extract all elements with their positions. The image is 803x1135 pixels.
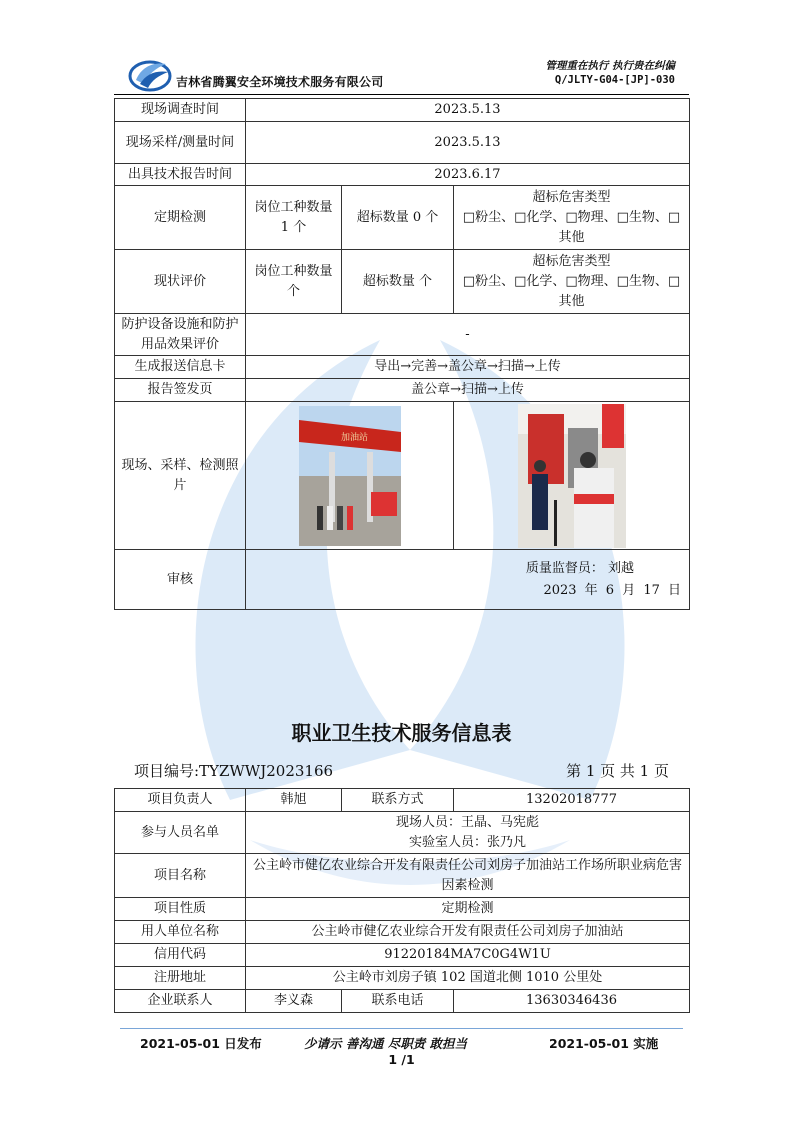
review-label: 审核 bbox=[115, 550, 246, 610]
table-row bbox=[115, 812, 690, 854]
contact-label: 联系方式 bbox=[342, 789, 454, 812]
ent-contact-label: 企业联系人 bbox=[115, 990, 246, 1013]
table-row bbox=[115, 990, 690, 1013]
table-row bbox=[115, 789, 690, 812]
header-motto: 管理重在执行 执行贵在纠偏 bbox=[545, 60, 675, 72]
sign-page-value: 盖公章→扫描→上传 bbox=[246, 379, 690, 402]
table-row bbox=[115, 164, 690, 186]
page-header bbox=[0, 0, 803, 100]
table-row bbox=[115, 967, 690, 990]
table-row bbox=[115, 314, 690, 356]
review-cell bbox=[246, 550, 690, 610]
table-row bbox=[115, 854, 690, 898]
periodic-exceed-count: 超标数量 0 个 bbox=[342, 186, 454, 250]
nature-value: 定期检测 bbox=[246, 898, 690, 921]
current-post-count: 岗位工种数量 个 bbox=[246, 250, 342, 314]
table-row bbox=[115, 250, 690, 314]
address-label: 注册地址 bbox=[115, 967, 246, 990]
report-time-label: 出具技术报告时间 bbox=[115, 164, 246, 186]
contact-value: 13202018777 bbox=[454, 789, 690, 812]
periodic-hazard-options: □粉尘、□化学、□物理、□生物、□其他 bbox=[462, 209, 681, 245]
service-record-table bbox=[114, 98, 690, 610]
info-sheet-table bbox=[114, 788, 690, 1013]
footer-issued: 2021-05-01 日发布 bbox=[140, 1036, 262, 1051]
sampling-time-label: 现场采样/测量时间 bbox=[115, 122, 246, 164]
members-lab: 实验室人员：张乃凡 bbox=[408, 834, 526, 850]
protection-label: 防护设备设施和防护用品效果评价 bbox=[115, 314, 246, 356]
leader-value: 韩旭 bbox=[246, 789, 342, 812]
project-name-value: 公主岭市健亿农业综合开发有限责任公司刘房子加油站工作场所职业病危害因素检测 bbox=[246, 854, 690, 898]
page-info: 第 1 页 共 1 页 bbox=[566, 762, 669, 780]
table-row bbox=[115, 921, 690, 944]
nature-label: 项目性质 bbox=[115, 898, 246, 921]
footer-page-number: 1 /1 bbox=[388, 1052, 415, 1067]
periodic-post-count: 岗位工种数量 1 个 bbox=[246, 186, 342, 250]
sign-page-label: 报告签发页 bbox=[115, 379, 246, 402]
site-photo-gas-station bbox=[299, 406, 401, 546]
employer-label: 用人单位名称 bbox=[115, 921, 246, 944]
info-card-label: 生成报送信息卡 bbox=[115, 356, 246, 379]
members-field: 现场人员：王晶、马宪彪 bbox=[395, 814, 539, 830]
periodic-hazard-title: 超标危害类型 bbox=[532, 189, 611, 205]
photos-label: 现场、采样、检测照片 bbox=[115, 402, 246, 550]
protection-value: - bbox=[246, 314, 690, 356]
review-date: 2023 年 6 月 17 日 bbox=[543, 582, 681, 598]
periodic-label: 定期检测 bbox=[115, 186, 246, 250]
table-row bbox=[115, 402, 690, 550]
current-hazard-cell bbox=[454, 250, 690, 314]
phone-value: 13630346436 bbox=[454, 990, 690, 1013]
survey-time-label: 现场调查时间 bbox=[115, 99, 246, 122]
credit-label: 信用代码 bbox=[115, 944, 246, 967]
phone-label: 联系电话 bbox=[342, 990, 454, 1013]
survey-time-value: 2023.5.13 bbox=[246, 99, 690, 122]
sampling-time-value: 2023.5.13 bbox=[246, 122, 690, 164]
footer-slogan: 少请示 善沟通 尽职责 敢担当 bbox=[304, 1036, 468, 1051]
header-divider bbox=[114, 94, 689, 95]
ent-contact-value: 李义森 bbox=[246, 990, 342, 1013]
site-photo-sampling bbox=[518, 404, 626, 548]
table-row bbox=[115, 898, 690, 921]
project-number: 项目编号:TYZWWJ2023166 bbox=[134, 762, 334, 780]
current-hazard-title: 超标危害类型 bbox=[532, 253, 611, 269]
table-row bbox=[115, 550, 690, 610]
employer-value: 公主岭市健亿农业综合开发有限责任公司刘房子加油站 bbox=[246, 921, 690, 944]
document-number: Q/JLTY-G04-[JP]-030 bbox=[554, 74, 675, 86]
current-exceed-count: 超标数量 个 bbox=[342, 250, 454, 314]
table-row bbox=[115, 379, 690, 402]
members-label: 参与人员名单 bbox=[115, 812, 246, 854]
photo-cell-1 bbox=[246, 402, 454, 550]
photo-cell-2 bbox=[454, 402, 690, 550]
table-row bbox=[115, 186, 690, 250]
footer-effective: 2021-05-01 实施 bbox=[549, 1036, 659, 1051]
table-row bbox=[115, 122, 690, 164]
gas-station-sign-text: 加油站 bbox=[340, 432, 368, 443]
report-time-value: 2023.6.17 bbox=[246, 164, 690, 186]
page-title: 职业卫生技术服务信息表 bbox=[291, 721, 512, 745]
table-row bbox=[115, 356, 690, 379]
credit-value: 91220184MA7C0G4W1U bbox=[246, 944, 690, 967]
project-name-label: 项目名称 bbox=[115, 854, 246, 898]
company-name: 吉林省腾翼安全环境技术服务有限公司 bbox=[176, 75, 384, 89]
company-logo-icon bbox=[128, 56, 172, 92]
leader-label: 项目负责人 bbox=[115, 789, 246, 812]
table-row bbox=[115, 944, 690, 967]
address-value: 公主岭市刘房子镇 102 国道北侧 1010 公里处 bbox=[246, 967, 690, 990]
current-hazard-options: □粉尘、□化学、□物理、□生物、□其他 bbox=[462, 273, 681, 309]
members-cell bbox=[246, 812, 690, 854]
review-supervisor: 质量监督员： 刘越 bbox=[525, 560, 634, 576]
periodic-hazard-cell bbox=[454, 186, 690, 250]
current-label: 现状评价 bbox=[115, 250, 246, 314]
info-card-value: 导出→完善→盖公章→扫描→上传 bbox=[246, 356, 690, 379]
footer-divider bbox=[120, 1028, 683, 1029]
table-row bbox=[115, 99, 690, 122]
